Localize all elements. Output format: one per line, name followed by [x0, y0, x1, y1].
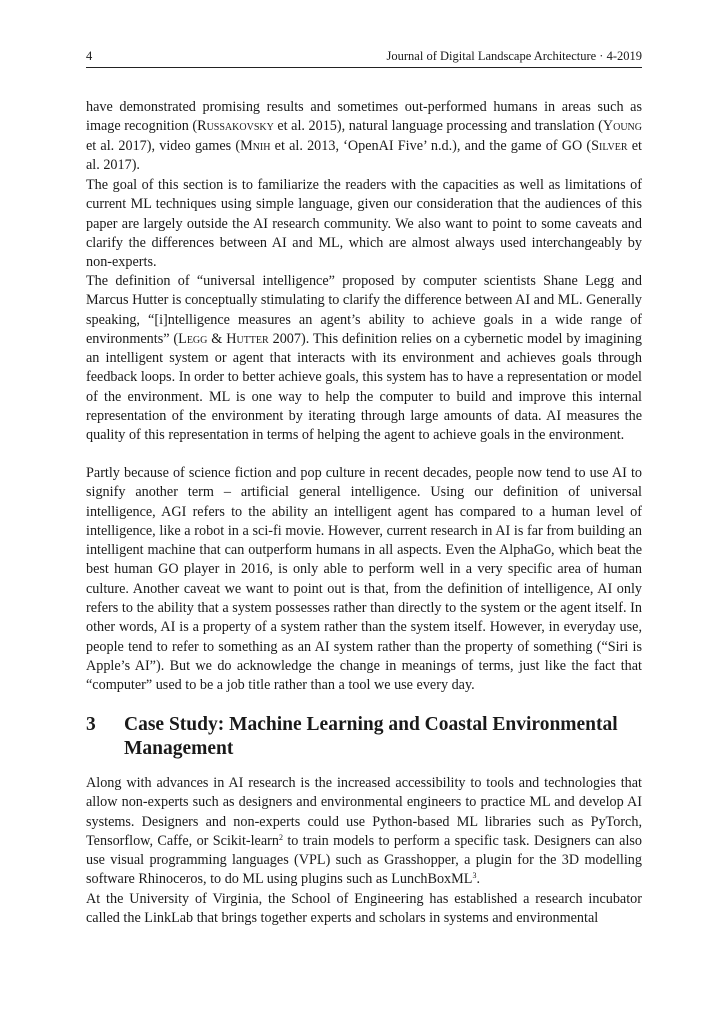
text-run: & [207, 330, 227, 347]
citation-author: Young [602, 118, 642, 135]
paragraph-4: Partly because of science fiction and pop culture in recent decades, people now tend to use AI to signify another term – artificial general intelligence. Using our definition of universal intelligence, AGI refers to the ability an intelligent agent has compared to a human level of intelligence, like a robot in a sci-fi movie. However, current research in AI is far from building an intelligent machine that can outperform humans in all aspects. Even the AlphaGo, which beat the best human GO player in 2016, is only able to perform well in a very specific area of human culture. Another caveat we want to point out is that, from the definition of intelligence, AI only refers to the ability that a system possesses rather than directly to the system or the agent itself. In other words, AI is a property of a system rather than the system itself. However, in everyday use, people tend to refer to something as an AI system rather than the property of something (“Siri is Apple’s AI”). But we do acknowledge the change in meanings of terms, just like the fact that “computer” used to be a job title rather than a tool we use every day. [86, 465, 642, 694]
text-run: Along with advances in AI research is the increased accessibility to tools and technologies that allow non-experts such as designers and environmental engineers to practice ML and develop AI systems. Designers and non-experts could use Python-based ML libraries such as PyTorch, Tensorflow, Caffe, or Scikit-learn [86, 775, 642, 849]
citation-author: Russakovsky [197, 118, 274, 135]
text-run: . [476, 871, 480, 888]
citation-author: Silver [591, 137, 628, 154]
text-run: et al. 2013, ‘OpenAI Five’ n.d.), and the game of GO ( [270, 137, 592, 154]
citation-author: Hutter [226, 330, 269, 347]
citation-author: Legg [178, 330, 208, 347]
section-title: Case Study: Machine Learning and Coastal Environmental Management [124, 714, 618, 759]
text-run: have demonstrated promising results and sometimes out-performed humans in areas such as image recognition ( [86, 99, 642, 135]
paragraph-6: At the University of Virginia, the School of Engineering has established a research incubator called the LinkLab that brings together experts and scholars in systems and environmental [86, 891, 642, 927]
paragraph-3 [86, 272, 642, 446]
section-number: 3 [86, 714, 96, 735]
text-run: et al. 2015), natural language processing and translation ( [273, 118, 603, 135]
journal-title: Journal of Digital Landscape Architecture · 4-2019 [386, 49, 642, 63]
footnote-marker[interactable]: 3 [472, 871, 477, 881]
paragraph-2: The goal of this section is to familiarize the readers with the capacities as well as limitations of current ML techniques using simple language, given our consideration that the audiences of this paper are largely outside the AI research community. We also want to point to some caveats and clarify the differences between AI and ML, which are almost always used interchangeably by non-experts. [86, 177, 642, 271]
text-run: et al. 2017). [86, 137, 642, 173]
page-number: 4 [86, 49, 93, 63]
paragraph-1 [86, 98, 642, 175]
footnote-marker[interactable]: 2 [278, 832, 283, 842]
text-run: to train models to perform a specific task. Designers can also use visual programming languages (VPL) such as Grasshopper, a plugin for the 3D modelling software Rhinoceros, to do ML using plugins such as LunchBoxML [86, 832, 642, 888]
text-run: 2007). This definition relies on a cybernetic model by imagining an intelligent system or agent that interacts with its environment and achieves goals through feedback loops. In order to better achieve goals, this system has to have a representation or model of the environment. ML is one way to help the computer to build and improve this internal representation of the environment by iterating through large amounts of data. AI measures the quality of this representation in terms of helping the agent to achieve goals in the environment. [86, 330, 642, 444]
paragraph-5 [86, 774, 642, 890]
running-header [86, 49, 642, 68]
citation-author: Mnih [240, 137, 271, 154]
text-run: The definition of “universal intelligence” proposed by computer scientists Shane Legg and Marcus Hutter is conceptually stimulating to clarify the difference between AI and ML. Generally speaking, “[i]ntelligence measures an agent’s ability to achieve goals in a wide range of environments” ( [86, 273, 643, 347]
text-run: et al. 2017), video games ( [86, 137, 241, 154]
